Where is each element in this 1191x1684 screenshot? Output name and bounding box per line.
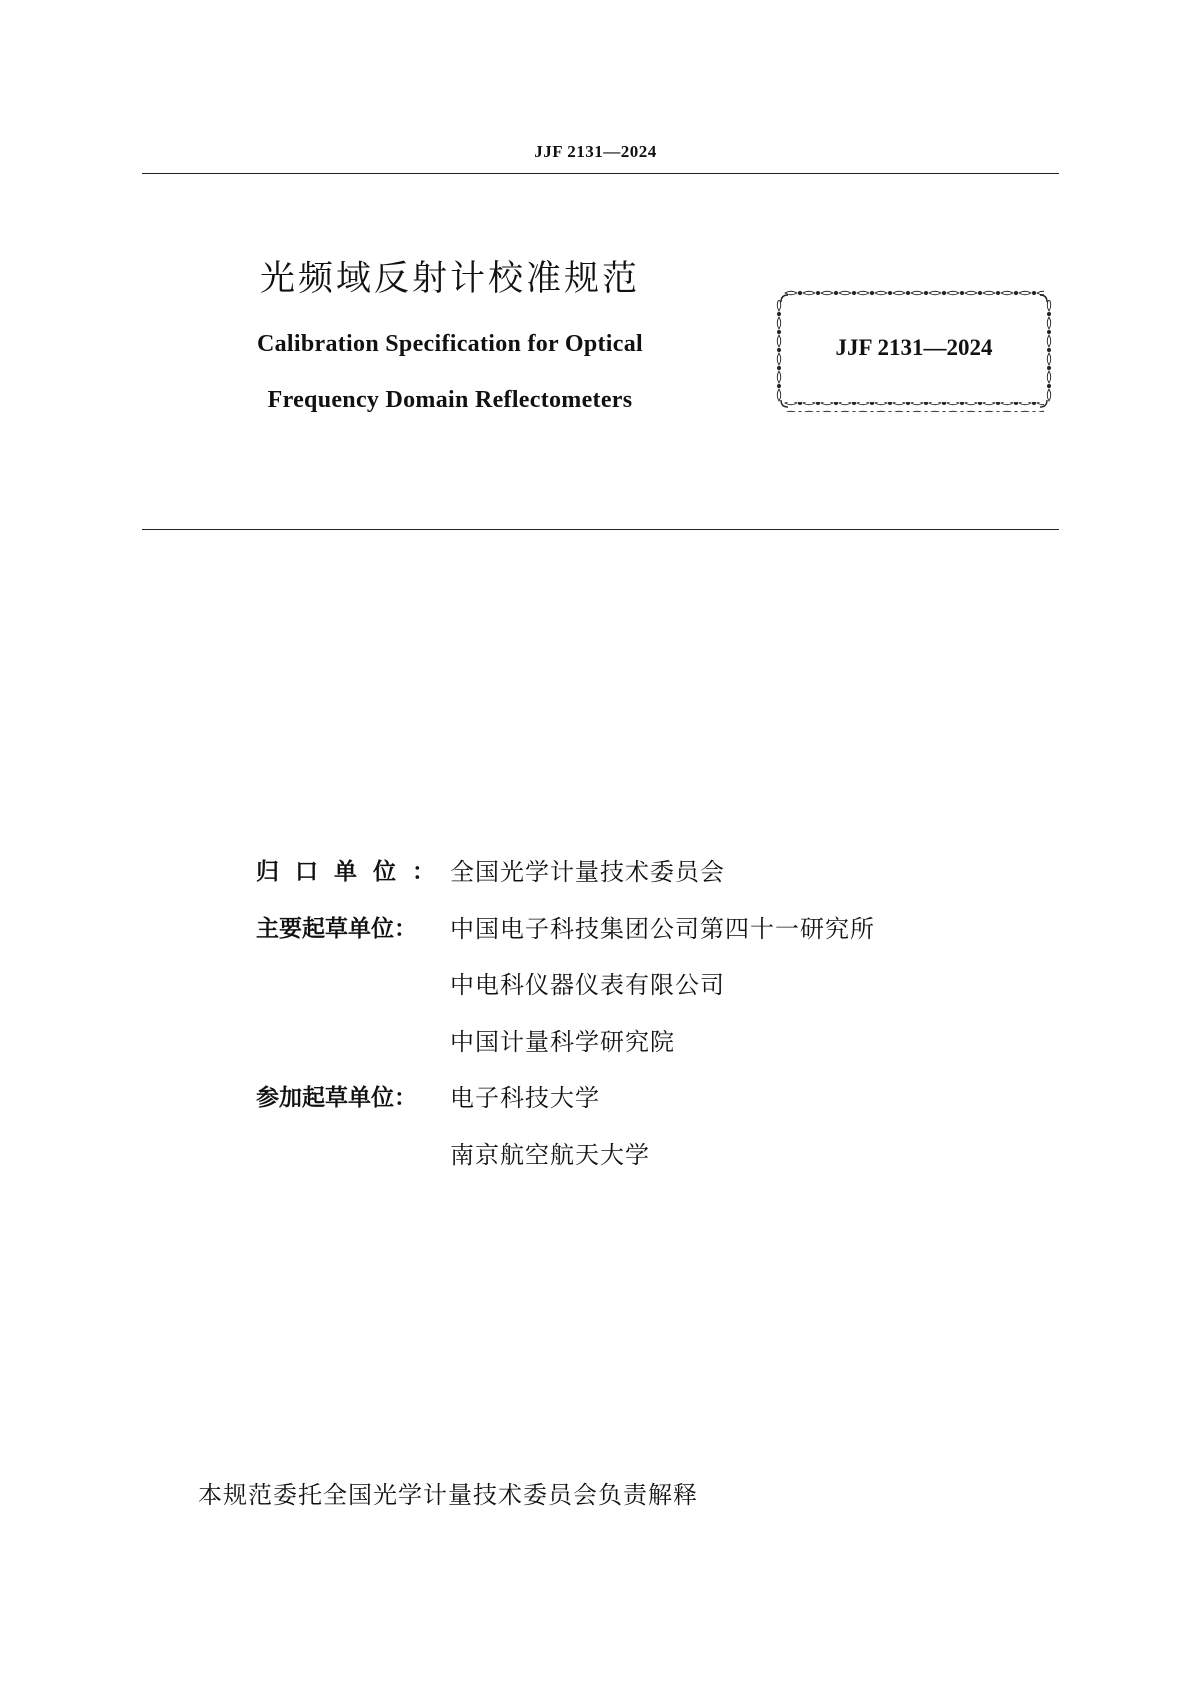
main-drafter-row <box>256 912 1056 969</box>
main-drafter-label: 主要起草单位： <box>256 915 417 942</box>
drafting-units-section <box>256 855 1056 1194</box>
standard-code-box <box>774 288 1054 414</box>
participating-drafter-value: 电子科技大学 <box>450 1084 600 1112</box>
responsible-unit-value: 全国光学计量技术委员会 <box>450 858 725 886</box>
participating-drafter-label: 参加起草单位： <box>256 1085 417 1111</box>
title-chinese: 光频域反射计校准规范 <box>259 259 640 299</box>
main-drafter-row <box>256 968 1056 1025</box>
responsible-unit-label: 归口单位： <box>256 859 435 885</box>
header-standard-code: JJF 2131—2024 <box>534 142 657 161</box>
participating-drafter-value: 南京航空航天大学 <box>450 1140 650 1169</box>
title-english-line-2: Frequency Domain Reflectometers <box>267 387 633 413</box>
title-divider <box>142 529 1059 530</box>
title-block <box>220 259 680 428</box>
main-drafter-value: 中电科仪器仪表有限公司 <box>450 971 725 999</box>
participating-drafter-row <box>256 1138 1056 1195</box>
responsible-unit-row <box>256 855 1056 912</box>
interpretation-note: 本规范委托全国光学计量技术委员会负责解释 <box>198 1481 698 1509</box>
title-english-line-1: Calibration Specification for Optical <box>257 331 643 357</box>
main-drafter-row <box>256 1025 1056 1082</box>
main-drafter-value: 中国计量科学研究院 <box>450 1027 675 1056</box>
header-divider <box>142 173 1059 174</box>
main-drafter-value: 中国电子科技集团公司第四十一研究所 <box>450 914 875 943</box>
standard-code-box-text: JJF 2131—2024 <box>835 335 993 360</box>
participating-drafter-row <box>256 1081 1056 1138</box>
